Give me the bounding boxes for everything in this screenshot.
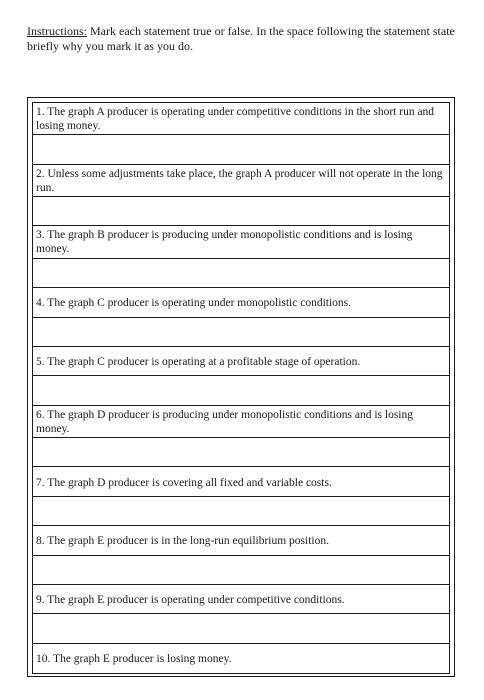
answer-space-8[interactable] (33, 556, 449, 585)
statement-5: 5. The graph C producer is operating at a profitable stage of operation. (33, 347, 449, 376)
statement-1: 1. The graph A producer is operating under competitive conditions in the short run and losing money. (33, 103, 449, 135)
instructions-label: Instructions: (27, 24, 87, 38)
instructions-paragraph (27, 24, 477, 54)
answer-space-2[interactable] (33, 197, 449, 226)
answer-space-5[interactable] (33, 376, 449, 405)
answer-space-9[interactable] (33, 614, 449, 643)
statements-table (27, 97, 455, 677)
statements-table-inner (32, 102, 450, 674)
statement-9: 9. The graph E producer is operating under competitive conditions. (33, 585, 449, 614)
statement-2: 2. Unless some adjustments take place, the graph A producer will not operate in the long run. (33, 165, 449, 197)
statement-7: 7. The graph D producer is covering all fixed and variable costs. (33, 467, 449, 496)
answer-space-4[interactable] (33, 318, 449, 347)
answer-space-1[interactable] (33, 135, 449, 164)
statement-10: 10. The graph E producer is losing money. (36, 653, 232, 666)
answer-space-7[interactable] (33, 497, 449, 526)
answer-space-6[interactable] (33, 438, 449, 467)
answer-space-3[interactable] (33, 259, 449, 288)
statement-8: 8. The graph E producer is in the long-run equilibrium position. (33, 526, 449, 555)
instructions-text: Mark each statement true or false. In the space following the statement state briefly why you mark it as you do. (27, 24, 455, 53)
statement-3: 3. The graph B producer is producing under monopolistic conditions and is losing money. (33, 226, 449, 258)
statement-6: 6. The graph D producer is producing under monopolistic conditions and is losing money. (33, 406, 449, 438)
statement-4: 4. The graph C producer is operating under monopolistic conditions. (33, 288, 449, 317)
